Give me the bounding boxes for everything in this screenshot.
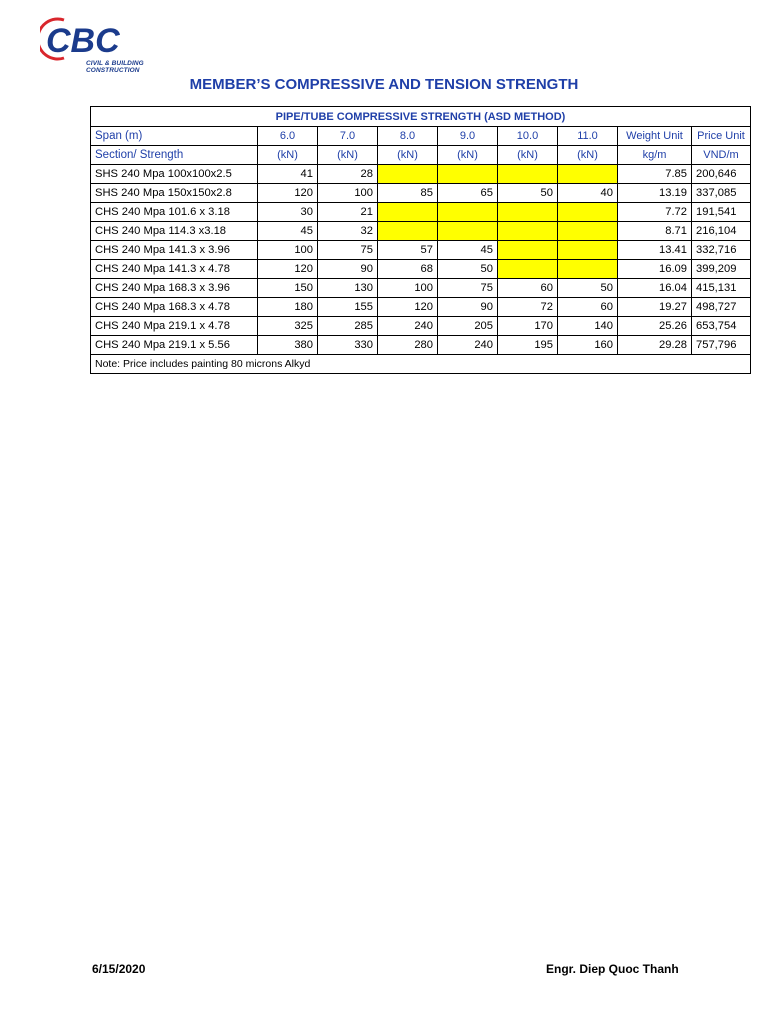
footer-date: 6/15/2020 [92,962,146,976]
not-applicable-cell [438,203,498,222]
strength-cell: 60 [558,298,618,317]
not-applicable-cell [438,165,498,184]
unit-header-row [91,146,751,165]
span-header-row [91,127,751,146]
not-applicable-cell [378,165,438,184]
unit-header: (kN) [558,146,618,165]
section-label: Section/ Strength [91,146,258,165]
not-applicable-cell [558,222,618,241]
strength-table [90,106,751,374]
span-header: 8.0 [378,127,438,146]
logo-tagline-line1: CIVIL & BUILDING [86,60,144,67]
strength-cell: 140 [558,317,618,336]
table-row [91,336,751,355]
strength-cell: 60 [498,279,558,298]
weight-cell: 16.04 [618,279,692,298]
not-applicable-cell [498,203,558,222]
strength-cell: 32 [318,222,378,241]
span-header: 11.0 [558,127,618,146]
strength-cell: 72 [498,298,558,317]
strength-cell: 90 [318,260,378,279]
weight-cell: 16.09 [618,260,692,279]
section-cell: CHS 240 Mpa 141.3 x 4.78 [91,260,258,279]
weight-unit-header: Weight Unit [618,127,692,146]
span-header: 7.0 [318,127,378,146]
logo-tagline [86,60,186,74]
unit-header: (kN) [378,146,438,165]
not-applicable-cell [558,260,618,279]
unit-header: (kN) [438,146,498,165]
table-row [91,260,751,279]
price-cell: 337,085 [692,184,751,203]
section-cell: CHS 240 Mpa 141.3 x 3.96 [91,241,258,260]
weight-cell: 7.72 [618,203,692,222]
strength-cell: 75 [438,279,498,298]
table-note: Note: Price includes painting 80 microns Alkyd [91,355,751,374]
section-cell: CHS 240 Mpa 168.3 x 4.78 [91,298,258,317]
cbc-logo-icon [40,14,160,64]
strength-cell: 170 [498,317,558,336]
not-applicable-cell [558,241,618,260]
logo-mark: CBC [46,22,120,60]
page-title: MEMBER’S COMPRESSIVE AND TENSION STRENGTH [189,76,579,93]
strength-cell: 180 [258,298,318,317]
strength-cell: 120 [258,184,318,203]
section-cell: SHS 240 Mpa 100x100x2.5 [91,165,258,184]
section-cell: SHS 240 Mpa 150x150x2.8 [91,184,258,203]
price-unit-label: VND/m [692,146,751,165]
strength-cell: 50 [438,260,498,279]
strength-cell: 45 [258,222,318,241]
strength-cell: 40 [558,184,618,203]
weight-cell: 19.27 [618,298,692,317]
table-row [91,203,751,222]
section-cell: CHS 240 Mpa 101.6 x 3.18 [91,203,258,222]
table-row [91,222,751,241]
strength-cell: 50 [558,279,618,298]
strength-cell: 195 [498,336,558,355]
price-cell: 415,131 [692,279,751,298]
unit-header: (kN) [258,146,318,165]
weight-cell: 7.85 [618,165,692,184]
footer-author: Engr. Diep Quoc Thanh [546,962,679,976]
not-applicable-cell [498,241,558,260]
strength-cell: 21 [318,203,378,222]
unit-header: (kN) [498,146,558,165]
strength-cell: 41 [258,165,318,184]
section-cell: CHS 240 Mpa 168.3 x 3.96 [91,279,258,298]
strength-cell: 65 [438,184,498,203]
weight-cell: 8.71 [618,222,692,241]
price-cell: 498,727 [692,298,751,317]
strength-cell: 45 [438,241,498,260]
unit-header: (kN) [318,146,378,165]
strength-cell: 285 [318,317,378,336]
strength-cell: 150 [258,279,318,298]
logo-tagline-line2: CONSTRUCTION [86,67,140,74]
span-header: 6.0 [258,127,318,146]
strength-cell: 130 [318,279,378,298]
not-applicable-cell [438,222,498,241]
table-row [91,241,751,260]
price-cell: 332,716 [692,241,751,260]
section-cell: CHS 240 Mpa 219.1 x 4.78 [91,317,258,336]
not-applicable-cell [498,260,558,279]
strength-cell: 380 [258,336,318,355]
weight-cell: 29.28 [618,336,692,355]
table-row [91,279,751,298]
strength-cell: 120 [378,298,438,317]
weight-cell: 13.41 [618,241,692,260]
strength-cell: 280 [378,336,438,355]
not-applicable-cell [378,203,438,222]
strength-cell: 28 [318,165,378,184]
price-cell: 216,104 [692,222,751,241]
strength-cell: 57 [378,241,438,260]
span-header: 9.0 [438,127,498,146]
note-row [91,355,751,374]
table-row [91,317,751,336]
strength-cell: 240 [378,317,438,336]
table-row [91,298,751,317]
not-applicable-cell [498,222,558,241]
strength-cell: 100 [258,241,318,260]
price-cell: 200,646 [692,165,751,184]
price-cell: 653,754 [692,317,751,336]
strength-cell: 75 [318,241,378,260]
price-cell: 757,796 [692,336,751,355]
price-cell: 399,209 [692,260,751,279]
strength-cell: 100 [378,279,438,298]
strength-cell: 85 [378,184,438,203]
not-applicable-cell [498,165,558,184]
strength-cell: 50 [498,184,558,203]
span-header: 10.0 [498,127,558,146]
strength-cell: 160 [558,336,618,355]
strength-cell: 155 [318,298,378,317]
strength-cell: 100 [318,184,378,203]
not-applicable-cell [558,165,618,184]
strength-cell: 30 [258,203,318,222]
weight-unit-label: kg/m [618,146,692,165]
weight-cell: 13.19 [618,184,692,203]
price-unit-header: Price Unit [692,127,751,146]
strength-cell: 325 [258,317,318,336]
section-cell: CHS 240 Mpa 114.3 x3.18 [91,222,258,241]
table-title: PIPE/TUBE COMPRESSIVE STRENGTH (ASD METHOD) [91,107,751,127]
section-cell: CHS 240 Mpa 219.1 x 5.56 [91,336,258,355]
price-cell: 191,541 [692,203,751,222]
not-applicable-cell [378,222,438,241]
strength-cell: 240 [438,336,498,355]
weight-cell: 25.26 [618,317,692,336]
table-row [91,184,751,203]
strength-cell: 330 [318,336,378,355]
not-applicable-cell [558,203,618,222]
table-row [91,165,751,184]
strength-cell: 205 [438,317,498,336]
strength-cell: 68 [378,260,438,279]
strength-cell: 90 [438,298,498,317]
span-label: Span (m) [91,127,258,146]
strength-cell: 120 [258,260,318,279]
